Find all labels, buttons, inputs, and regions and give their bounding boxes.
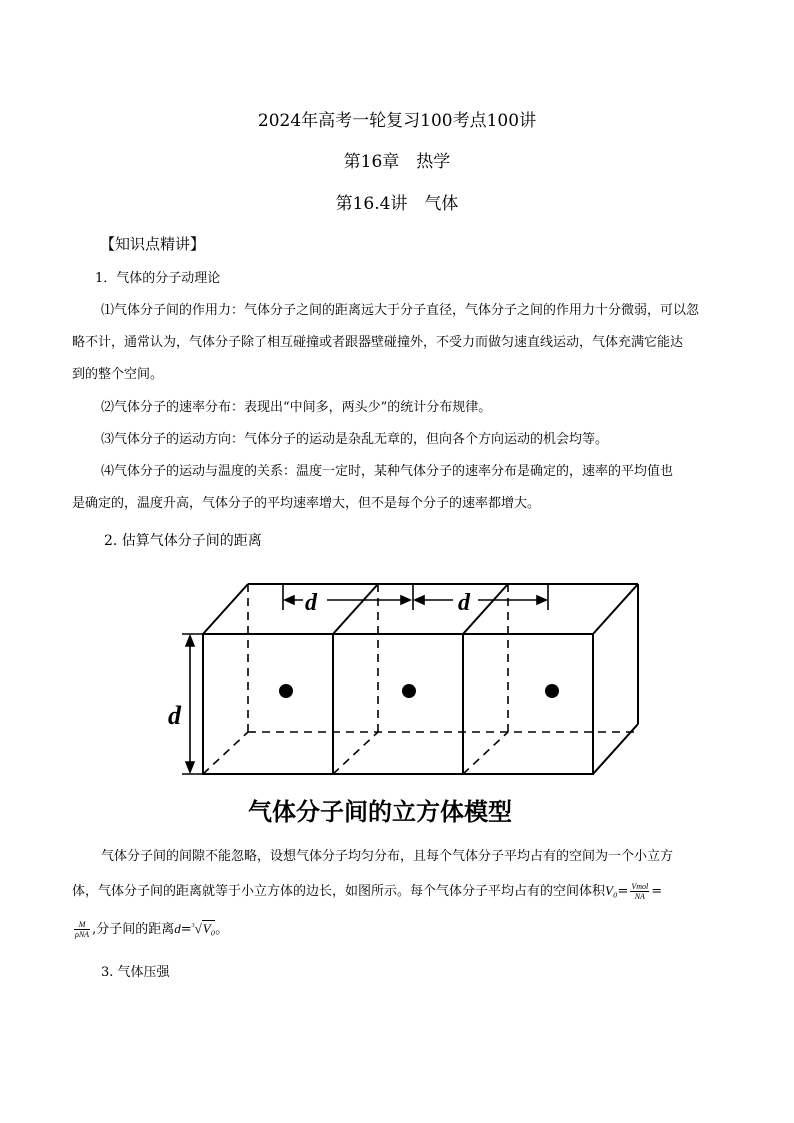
cube-root: $^3$√V₀ <box>191 921 216 936</box>
item1-p2: ⑵气体分子的速率分布：表现出“中间多，两头少”的统计分布规律。 <box>101 400 492 415</box>
frac1-denominator: NA <box>634 892 645 901</box>
frac2-denominator: ρNA <box>75 930 90 939</box>
item1-p1-line3: 到的整个空间。 <box>72 367 164 382</box>
lecture-title: 第16.4讲 气体 <box>335 194 459 214</box>
front-face <box>203 634 593 774</box>
frac1-numerator: Vmol <box>631 882 649 891</box>
item2-p1-line2-text: 体，气体分子间的距离就等于小立方体的边长，如图所示。每个气体分子平均占有的空间体积 <box>72 884 606 899</box>
end-mark: 。 <box>215 922 229 937</box>
molecule-dot-1 <box>279 684 293 698</box>
label-d-left: d <box>168 701 181 730</box>
section-label: 【知识点精讲】 <box>100 235 206 253</box>
label-d-top1: d <box>305 590 317 616</box>
doc-title: 2024年高考一轮复习100考点100讲 <box>257 111 537 131</box>
item3-heading: 3. 气体压强 <box>101 965 170 980</box>
root-body: V₀ <box>202 921 216 936</box>
item1-p1-line1: ⑴气体分子间的作用力：气体分子之间的距离远大于分子直径，气体分子之间的作用力十分微弱，可以忽 <box>101 303 700 318</box>
frac2-numerator: M <box>74 920 90 930</box>
item2-p1-line3-text: ,分子间的距离 <box>92 922 175 937</box>
chapter-title: 第16章 热学 <box>343 152 451 172</box>
eq-d: d <box>174 921 181 936</box>
item1-p1-line2: 略不计，通常认为，气体分子除了相互碰撞或者跟器壁碰撞外，不受力而做匀速直线运动，气体充满它能达 <box>72 335 684 350</box>
item2-heading: 2. 估算气体分子间的距离 <box>104 533 262 549</box>
eq-sign-2: = <box>651 884 663 899</box>
item1-heading: 1．气体的分子动理论 <box>95 271 221 286</box>
root-index: 3 <box>191 923 195 929</box>
item1-p4-line2: 是确定的，温度升高，气体分子的平均速率增大，但不是每个分子的速率都增大。 <box>72 496 541 511</box>
cube-model-figure <box>160 578 640 778</box>
eq-v0: V₀ <box>605 883 618 898</box>
item1-p3: ⑶气体分子的运动方向：气体分子的运动是杂乱无章的，但向各个方向运动的机会均等。 <box>101 432 609 447</box>
item2-p1-line1: 气体分子间的间隙不能忽略，设想气体分子均匀分布，且每个气体分子平均占有的空间为一个小立方 <box>101 849 674 864</box>
eq-sign-1: = <box>617 884 629 899</box>
label-d-top2: d <box>458 590 470 616</box>
fraction-m-rho-na <box>74 920 90 939</box>
molecule-dot-2 <box>402 684 416 698</box>
item2-p1-line2 <box>72 880 662 902</box>
item2-p1-line3: $\frac{M}{\text{ρNA}}$ ,分子间的距离d=$^3$√V₀。 <box>72 918 228 943</box>
figure-caption: 气体分子间的立方体模型 <box>248 798 512 826</box>
item1-p4-line1: ⑷气体分子的运动与温度的关系：温度一定时，某种气体分子的速率分布是确定的，速率的平均值也 <box>101 464 674 479</box>
fraction-vmol-na <box>630 882 649 901</box>
molecule-dot-3 <box>545 684 559 698</box>
